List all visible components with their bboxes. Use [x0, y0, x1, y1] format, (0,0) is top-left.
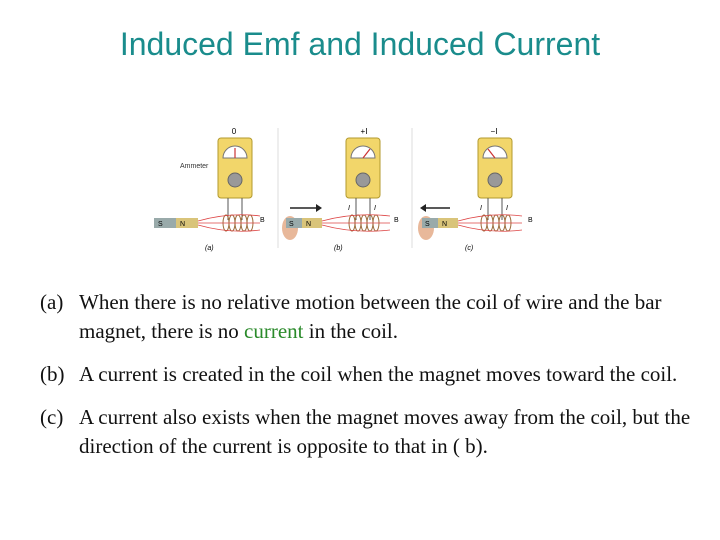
magnet-n-label-a: N [180, 221, 186, 228]
item-label: (c) [40, 405, 64, 429]
ammeter-knob-c [488, 173, 502, 187]
ammeter-reading-c: −I [490, 127, 498, 136]
panel-b [282, 127, 399, 252]
field-lines-c [458, 215, 522, 231]
coil-label-a: B [260, 217, 265, 224]
explanation-list [40, 288, 700, 475]
ammeter-knob-a [228, 173, 242, 187]
magnet-n-label-b: N [306, 221, 312, 228]
current-label-c2: I [506, 205, 508, 212]
current-label-b1: I [348, 205, 350, 212]
caption-a: (a) [205, 245, 214, 252]
magnet-s-label-c: S [425, 221, 430, 228]
caption-b: (b) [334, 245, 343, 252]
item-text [79, 288, 700, 346]
magnet-n-b [302, 218, 322, 228]
magnet-n-label-c: N [442, 221, 448, 228]
magnet-n-c [438, 218, 458, 228]
slide-title: Induced Emf and Induced Current [119, 26, 601, 62]
magnet-s-label-a: S [158, 221, 163, 228]
coil-label-c: B [528, 217, 533, 224]
field-lines-a [198, 215, 260, 231]
caption-c: (c) [465, 245, 474, 252]
item-text-part: When there is no relative motion between the coil of wire and the bar magnet, there is no [79, 290, 662, 343]
coil-label-b: B [394, 217, 399, 224]
item-text-part: in the coil. [303, 319, 398, 343]
list-item-a [40, 288, 700, 346]
item-label: (b) [40, 362, 65, 386]
item-text: A current also exists when the magnet moves away from the coil, but the direction of the current is opposite to that in ( b). [79, 405, 691, 458]
list-item-b [40, 360, 700, 389]
ammeter-reading-a: 0 [231, 127, 237, 136]
panel-a [154, 127, 265, 252]
induction-diagram [150, 124, 542, 252]
current-label-c1: I [480, 205, 482, 212]
list-item-c [40, 403, 700, 461]
ammeter-label: Ammeter [180, 163, 209, 170]
ammeter-knob-b [356, 173, 370, 187]
current-label-b2: I [374, 205, 376, 212]
ammeter-reading-b: +I [360, 127, 368, 136]
highlighted-term: current [244, 319, 304, 343]
panel-c [418, 127, 533, 252]
item-text: A current is created in the coil when the magnet moves toward the coil. [79, 362, 678, 386]
magnet-s-label-b: S [289, 221, 294, 228]
induction-figure [150, 124, 542, 252]
item-label: (a) [40, 290, 64, 314]
